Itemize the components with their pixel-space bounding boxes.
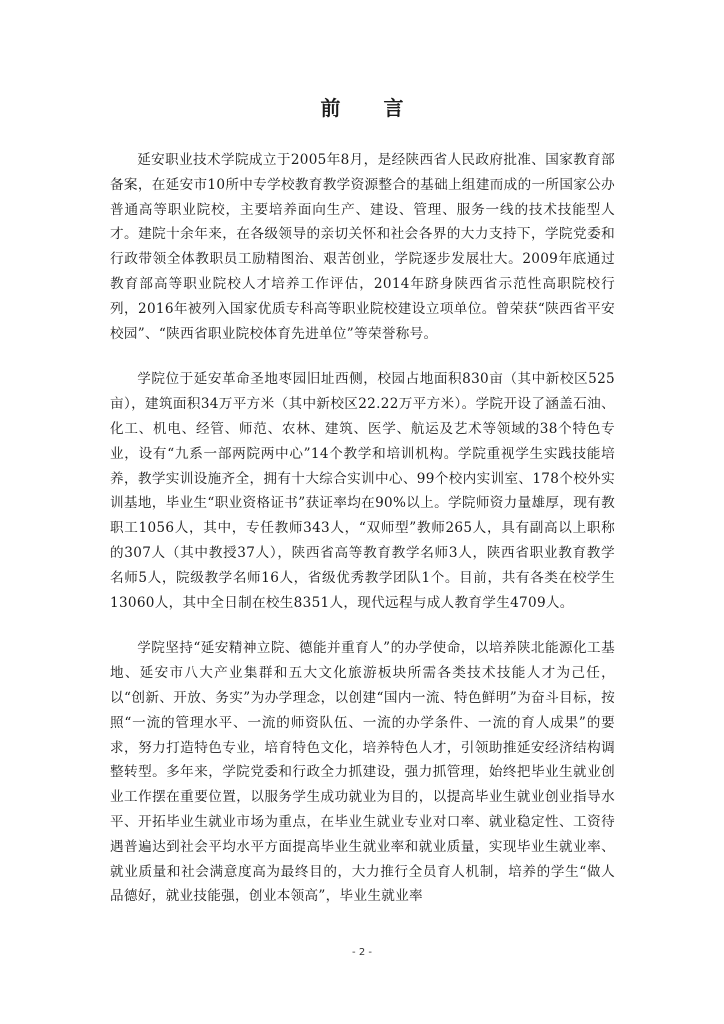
paragraph-2: 学院位于延安革命圣地枣园旧址西侧，校园占地面积830亩（其中新校区525亩），建筑面积34万平方米（其中新校区22.22万平方米）。学院开设了涵盖石油、化工、机电、经管、师范、农林、建筑、医学、航运及艺术等领域的38个特色专业，设有“九系一部两院两中心”14个教学和培训机构。学院重视学生实践技能培养，教学实训设施齐全，拥有十大综合实训中心、99个校内实训室、178个校外实训基地，毕业生“职业资格证书”获证率均在90%以上。学院师资力量雄厚，现有教职工1056人，其中，专任教师343人，“双师型”教师265人，具有副高以上职称的307人（其中教授37人），陕西省高等教育教学名师3人，陕西省职业教育教学名师5人，院级教学名师16人，省级优秀教学团队1个。目前，共有各类在校学生13060人，其中全日制在校生8351人，现代远程与成人教育学生4709人。 <box>110 371 615 611</box>
paragraph-3: 学院坚持“延安精神立院、德能并重育人”的办学使命，以培养陕北能源化工基地、延安市八大产业集群和五大文化旅游板块所需各类技术技能人才为己任，以“创新、开放、务实”为办学理念，以创建“国内一流、特色鲜明”为奋斗目标，按照“一流的管理水平、一流的师资队伍、一流的办学条件、一流的育人成果”的要求，努力打造特色专业，培育特色文化，培养特色人才，引领助推延安经济结构调整转型。多年来，学院党委和行政全力抓建设，强力抓管理，始终把毕业生就业创业工作摆在重要位置，以服务学生成功就业为目的，以提高毕业生就业创业指导水平、开拓毕业生就业市场为重点，在毕业生就业专业对口率、就业稳定性、工资待遇普遍达到社会平均水平方面提高毕业生就业率和就业质量，实现毕业生就业率、就业质量和社会满意度高为最终目的，大力推行全员育人机制，培养的学生“做人品德好，就业技能强，创业本领高”，毕业生就业率 <box>110 640 615 905</box>
paragraph-1: 延安职业技术学院成立于2005年8月，是经陕西省人民政府批准、国家教育部备案，在延安市10所中专学校教育教学资源整合的基础上组建而成的一所国家公办普通高等职业院校，主要培养面向生产、建设、管理、服务一线的技术技能型人才。建院十余年来，在各级领导的亲切关怀和社会各界的大力支持下，学院党委和行政带领全体教职员工励精图治、艰苦创业，学院逐步发展壮大。2009年底通过教育部高等职业院校人才培养工作评估，2014年跻身陕西省示范性高职院校行列，2016年被列入国家优质专科高等职业院校建设立项单位。曾荣获“陕西省平安校园”、“陕西省职业院校体育先进单位”等荣誉称号。 <box>110 152 615 342</box>
document-body <box>110 148 615 930</box>
page-number: - 2 - <box>352 947 372 958</box>
page-title: 前 言 <box>320 96 422 120</box>
